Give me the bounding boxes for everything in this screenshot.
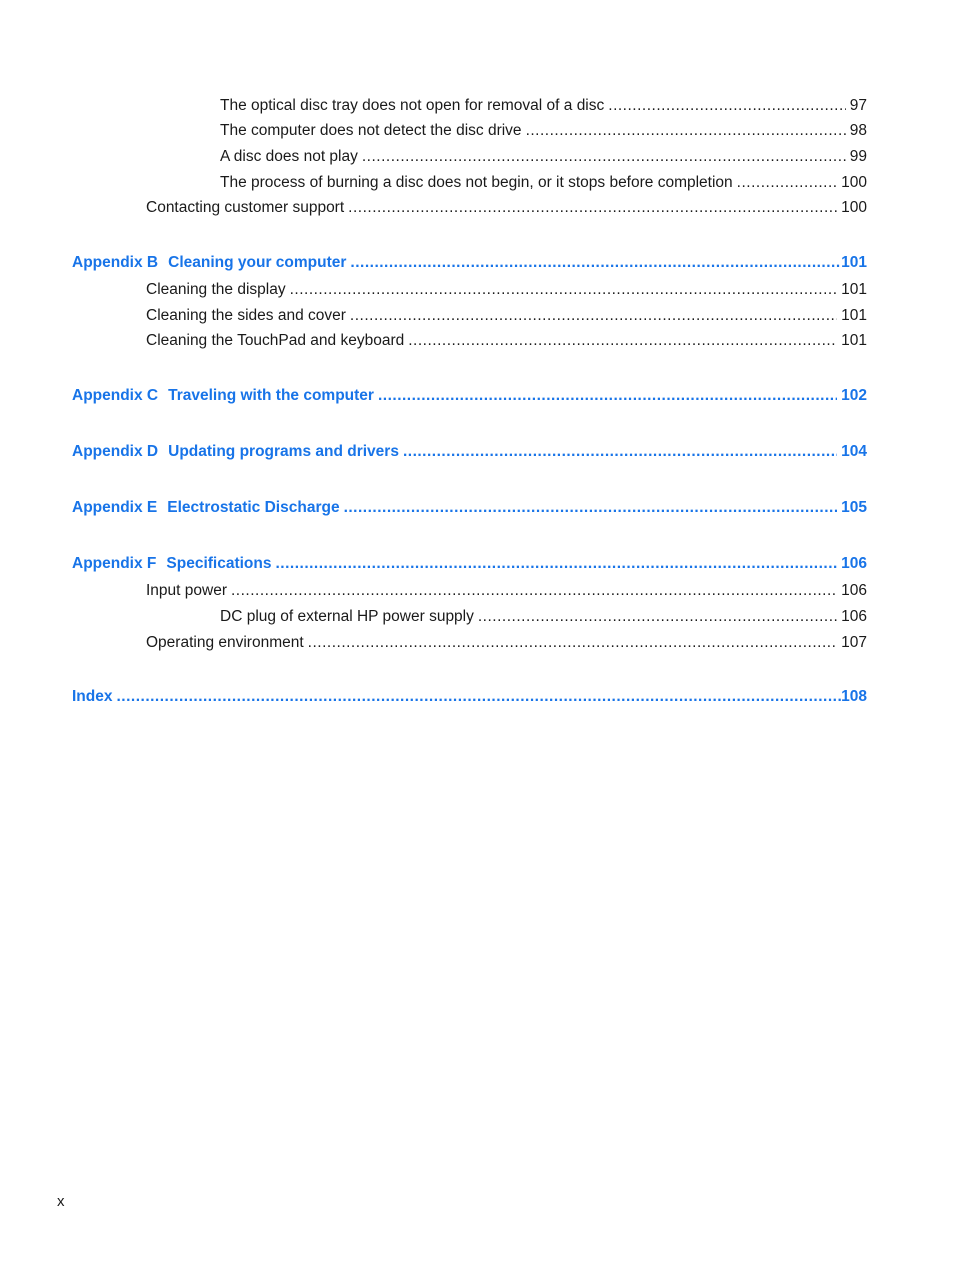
toc-entry[interactable] xyxy=(220,146,867,168)
page-number: x xyxy=(57,1193,65,1210)
dot-leader xyxy=(308,632,837,654)
appendix-label: Appendix B xyxy=(72,254,159,271)
toc-entry-title xyxy=(72,252,346,274)
toc-entry-title: Cleaning the sides and cover xyxy=(146,307,346,324)
dot-leader xyxy=(478,606,837,628)
toc-entry-page: 105 xyxy=(841,499,867,516)
toc-entry-page: 100 xyxy=(841,199,867,216)
appendix-title: Traveling with the computer xyxy=(168,387,374,404)
appendix-title: Updating programs and drivers xyxy=(168,443,399,460)
toc-entry-title: Cleaning the TouchPad and keyboard xyxy=(146,332,405,349)
toc-entry-title xyxy=(72,497,340,519)
toc-entry-page: 97 xyxy=(849,97,867,114)
toc-entry[interactable] xyxy=(146,330,867,352)
toc-entry[interactable] xyxy=(146,197,867,219)
toc-entry[interactable] xyxy=(146,279,867,301)
toc-entry-title xyxy=(72,385,374,407)
dot-leader xyxy=(231,580,837,602)
dot-leader xyxy=(362,146,846,168)
toc-appendix-c-link[interactable] xyxy=(72,385,867,407)
toc-entry[interactable] xyxy=(146,632,867,654)
dot-leader xyxy=(290,279,838,301)
toc-appendix-f-link[interactable] xyxy=(72,553,867,575)
dot-leader xyxy=(408,330,837,352)
toc-entry-page: 106 xyxy=(841,608,867,625)
dot-leader xyxy=(275,553,837,575)
toc-entry-page: 106 xyxy=(841,582,867,599)
toc-entry-title: Input power xyxy=(146,582,227,599)
toc-entry[interactable] xyxy=(220,606,867,628)
toc-appendix-e-link[interactable] xyxy=(72,497,867,519)
toc-appendix-b-link[interactable] xyxy=(72,252,867,274)
toc-entry-title: The process of burning a disc does not begin, or it stops before completion xyxy=(220,174,733,191)
toc-entry-page: 101 xyxy=(841,332,867,349)
appendix-label: Appendix C xyxy=(72,387,159,404)
toc-entry[interactable] xyxy=(220,172,867,194)
dot-leader xyxy=(403,441,837,463)
dot-leader xyxy=(608,95,845,117)
toc-entry-title: A disc does not play xyxy=(220,148,358,165)
toc-index-link[interactable] xyxy=(72,686,867,708)
toc-entry-page: 99 xyxy=(849,148,867,165)
toc-entry-page: 100 xyxy=(841,174,867,191)
toc-entry-title xyxy=(72,553,271,575)
toc-appendix-d-link[interactable] xyxy=(72,441,867,463)
appendix-label: Appendix F xyxy=(72,555,157,572)
toc-entry-title xyxy=(72,441,399,463)
toc-entry-page: 107 xyxy=(841,634,867,651)
dot-leader xyxy=(348,197,837,219)
dot-leader xyxy=(350,252,841,274)
toc-entry-page: 102 xyxy=(841,387,867,404)
dot-leader xyxy=(526,120,846,142)
appendix-title: Electrostatic Discharge xyxy=(167,499,340,516)
toc-entry-title: The optical disc tray does not open for removal of a disc xyxy=(220,97,605,114)
toc-entry-page: 106 xyxy=(841,555,867,572)
toc-entry-title: Operating environment xyxy=(146,634,304,651)
toc-entry-page: 101 xyxy=(841,307,867,324)
toc-entry-page: 108 xyxy=(841,688,867,705)
toc-entry[interactable] xyxy=(220,120,867,142)
dot-leader xyxy=(116,686,841,708)
dot-leader xyxy=(378,385,837,407)
toc-entry[interactable] xyxy=(146,305,867,327)
toc-entry-title: The computer does not detect the disc drive xyxy=(220,122,522,139)
dot-leader xyxy=(344,497,838,519)
toc-entry-title: Cleaning the display xyxy=(146,281,286,298)
toc-entry-page: 101 xyxy=(841,254,867,271)
toc-entry-title: Contacting customer support xyxy=(146,199,345,216)
toc-entry[interactable] xyxy=(146,580,867,602)
appendix-label: Appendix D xyxy=(72,443,159,460)
toc-entry-page: 104 xyxy=(841,443,867,460)
toc-entry-title: Index xyxy=(72,688,113,705)
toc-entry[interactable] xyxy=(220,95,867,117)
appendix-label: Appendix E xyxy=(72,499,158,516)
dot-leader xyxy=(350,305,837,327)
toc-entry-page: 101 xyxy=(841,281,867,298)
appendix-title: Specifications xyxy=(166,555,272,572)
toc-entry-page: 98 xyxy=(849,122,867,139)
toc-entry-title: DC plug of external HP power supply xyxy=(220,608,474,625)
appendix-title: Cleaning your computer xyxy=(168,254,347,271)
dot-leader xyxy=(737,172,837,194)
